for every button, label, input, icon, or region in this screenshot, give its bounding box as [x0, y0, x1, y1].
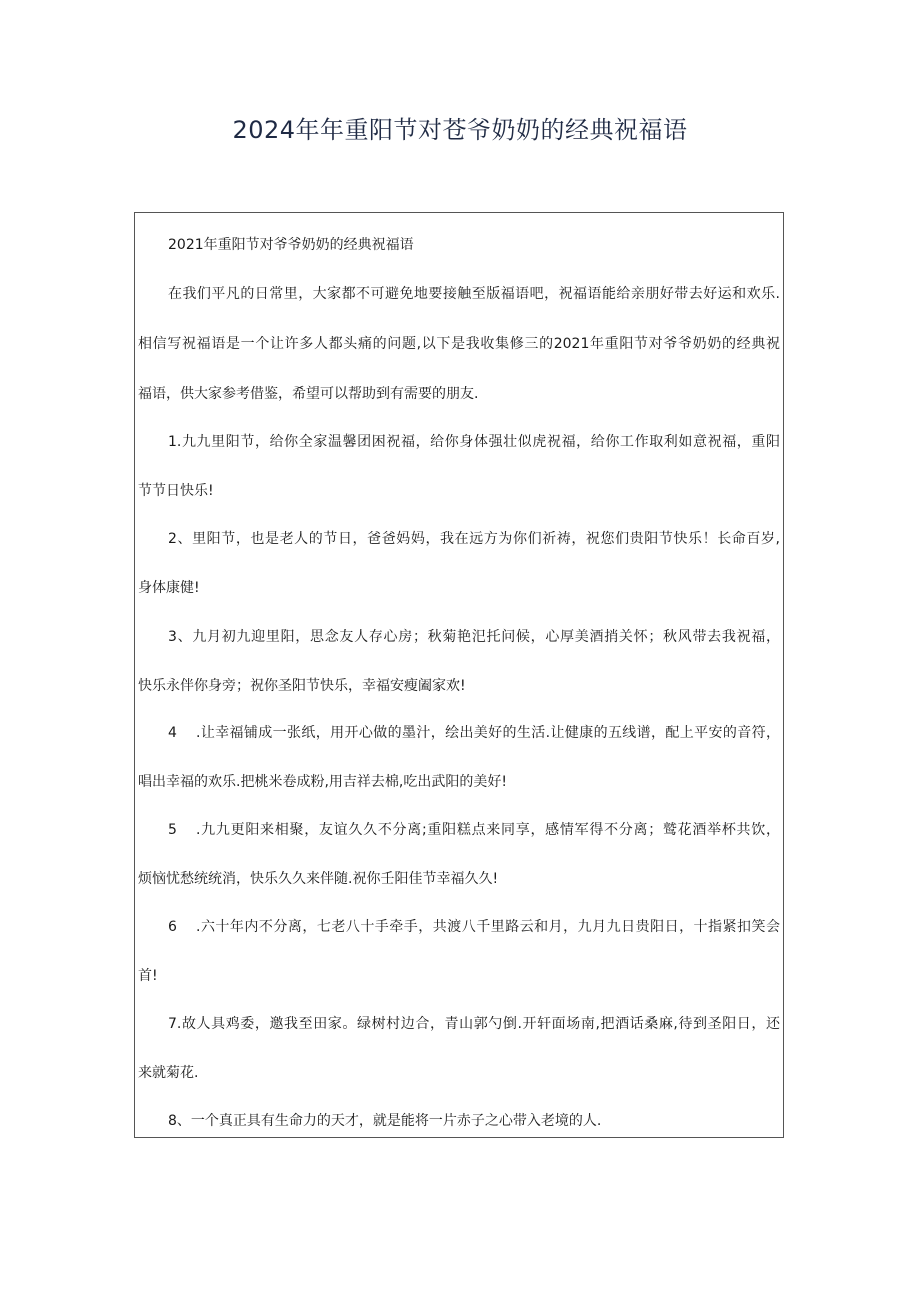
- intro-line-3: 福语，供大家参考借鉴，希望可以帮助到有需要的朋友.: [138, 386, 479, 402]
- item-1-line-1: 1.九九里阳节，给你全家温馨团困祝福，给你身体强壮似虎祝福，给你工作取利如意祝福，重阳: [168, 434, 780, 450]
- item-4-line-2: 唱出幸福的欢乐.把桃米卷成粉,用吉祥去棉,吃出武阳的美好!: [138, 774, 507, 790]
- item-7-line-2: 来就菊花.: [138, 1065, 199, 1081]
- intro-line-1: 在我们平凡的日常里，大家都不可避免地要接触至版福语吧，祝福语能给亲朋好带去好运和欢乐.: [168, 286, 780, 302]
- intro-line-2: 相信写祝福语是一个让许多人都头痛的问题,以下是我收集修三的2021年重阳节对爷爷奶奶的经典祝: [138, 336, 780, 352]
- item-2-line-2: 身体康健!: [138, 580, 200, 596]
- item-6-line-1: .六十年内不分离，七老八十手牵手，共渡八千里路云和月，九月九日贵阳日，十指紧扣笑会: [196, 919, 780, 935]
- item-8-line-1: 8、一个真正具有生命力的天才，就是能将一片赤子之心带入老境的人.: [168, 1113, 602, 1129]
- item-3-line-1: 3、九月初九迎里阳，思念友人存心房；秋菊艳汜托问候，心厚美酒捎关怀；秋风带去我祝福，: [168, 629, 780, 645]
- content-box: [134, 212, 784, 1138]
- item-1-line-2: 节节日快乐!: [138, 483, 214, 499]
- page-title: 2024年年重阳节对苍爷奶奶的经典祝福语: [232, 116, 688, 144]
- item-3-line-2: 快乐永伴你身旁；祝你圣阳节快乐，幸福安瘦阖家欢!: [138, 678, 466, 694]
- item-4-number: 4: [168, 725, 177, 741]
- item-5-line-2: 烦恼忧愁统统消，快乐久久来伴随.祝你壬阳佳节幸福久久!: [138, 871, 499, 887]
- item-2-line-1: 2、里阳节，也是老人的节日，爸爸妈妈，我在远方为你们祈祷，祝您们贵阳节快乐！长命百岁,: [168, 531, 780, 547]
- item-7-line-1: 7.故人具鸡委，邀我至田家。绿树村边合，青山郭勺倒.开轩面场南,把酒话桑麻,待到圣阳日，还: [168, 1016, 780, 1032]
- item-6-line-2: 首!: [138, 968, 158, 984]
- item-5-number: 5: [168, 822, 177, 838]
- subtitle: 2021年重阳节对爷爷奶奶的经典祝福语: [168, 237, 414, 253]
- item-5-line-1: .九九更阳来相聚，友谊久久不分离;重阳糕点来同享，感情军得不分离；鹫花酒举杯共饮，: [196, 822, 780, 838]
- item-4-line-1: .让幸福铺成一张纸，用开心做的墨汁，绘出美好的生活.让健康的五线谱，配上平安的音符，: [196, 725, 780, 741]
- item-6-number: 6: [168, 919, 177, 935]
